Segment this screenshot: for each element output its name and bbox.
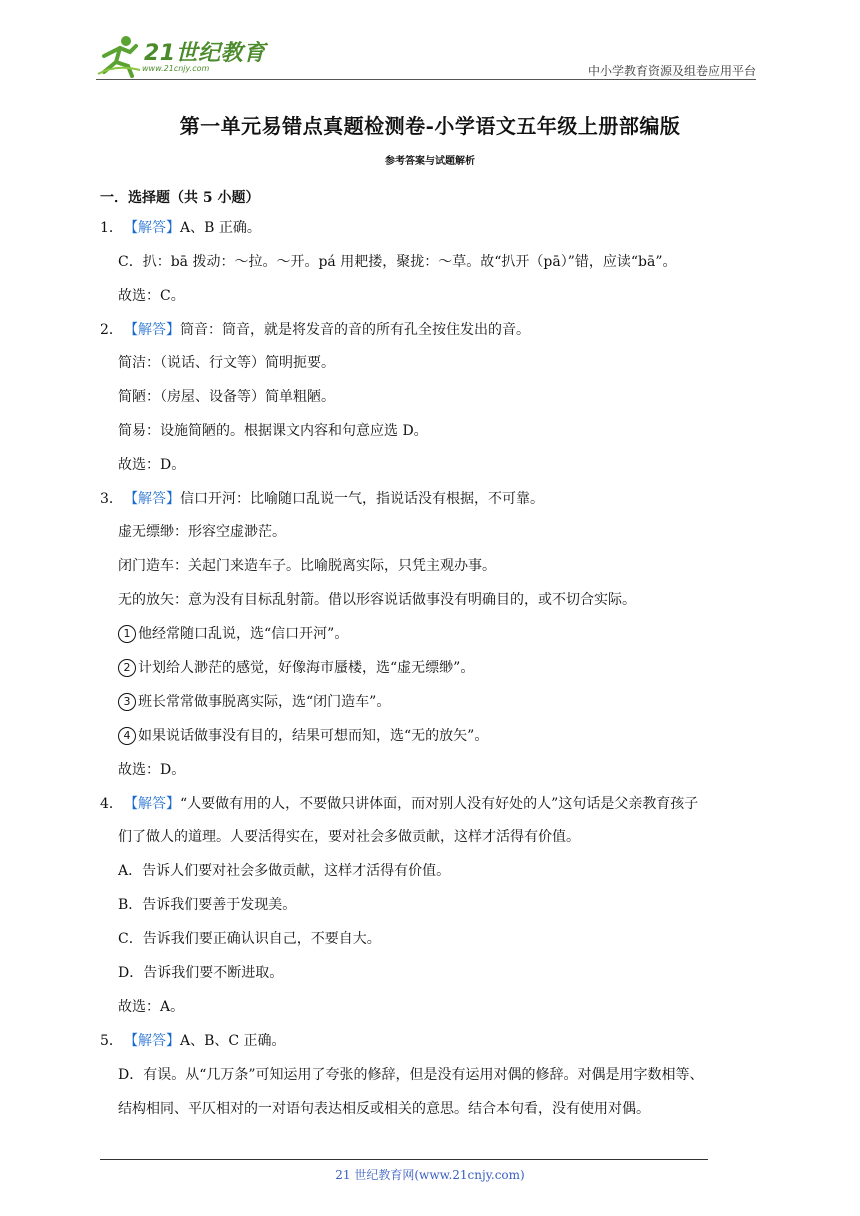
- circled-number: 3: [118, 693, 136, 711]
- answer-line: 简洁：（说话、行文等）简明扼要。: [118, 355, 335, 371]
- answer-line: B．告诉我们要善于发现美。: [118, 897, 297, 913]
- answer-line: 故选：C。: [118, 288, 185, 304]
- circled-number: 4: [118, 727, 136, 745]
- answer-line: 虚无缥缈：形容空虚渺茫。: [118, 524, 286, 540]
- question-number: 1．: [100, 220, 123, 236]
- answer-tag: 【解答】: [124, 322, 180, 338]
- footer-divider: [100, 1159, 708, 1160]
- question-number: 4．: [100, 796, 123, 812]
- circled-answer-3: [118, 692, 390, 712]
- question-3: [100, 489, 544, 509]
- logo-url: www.21cnjy.com: [142, 64, 210, 73]
- answer-line: 故选：A。: [118, 999, 185, 1015]
- answer-tag: 【解答】: [124, 1033, 180, 1049]
- question-text: A、B、C 正确。: [180, 1033, 286, 1049]
- question-text: “人要做有用的人，不要做只讲体面，而对别人没有好处的人”这句话是父亲教育孩子: [180, 796, 699, 812]
- answer-text: 班长常常做事脱离实际，选“闭门造车”。: [138, 694, 391, 710]
- answer-line: 结构相同、平仄相对的一对语句表达相反或相关的意思。结合本句看，没有使用对偶。: [118, 1101, 650, 1117]
- answer-tag: 【解答】: [124, 491, 180, 507]
- logo-text: 21世纪教育: [144, 41, 266, 66]
- question-number: 3．: [100, 491, 123, 507]
- answer-text: 计划给人渺茫的感觉，好像海市蜃楼，选“虚无缥缈”。: [138, 660, 475, 676]
- page-title: 第一单元易错点真题检测卷-小学语文五年级上册部编版: [179, 114, 681, 138]
- question-text: 信口开河：比喻随口乱说一气，指说话没有根据，不可靠。: [180, 491, 544, 507]
- section-heading: 一．选择题（共 5 小题）: [100, 190, 260, 206]
- answer-text: 如果说话做事没有目的，结果可想而知，选“无的放矢”。: [138, 728, 489, 744]
- answer-line: D．有误。从“几万条”可知运用了夸张的修辞，但是没有运用对偶的修辞。对偶是用字数相等、: [118, 1067, 704, 1083]
- answer-line: C．告诉我们要正确认识自己，不要自大。: [118, 931, 381, 947]
- question-text: 筒音：筒音，就是将发音的音的所有孔全按住发出的音。: [180, 322, 530, 338]
- question-text: A、B 正确。: [180, 220, 261, 236]
- answer-tag: 【解答】: [124, 220, 180, 236]
- answer-line: 简陋：（房屋、设备等）简单粗陋。: [118, 389, 335, 405]
- answer-text: 他经常随口乱说，选“信口开河”。: [138, 626, 349, 642]
- footer-link[interactable]: 21 世纪教育网(www.21cnjy.com): [335, 1168, 525, 1182]
- circled-answer-1: [118, 624, 348, 644]
- question-number: 2．: [100, 322, 123, 338]
- answer-line: 简易：设施简陋的。根据课文内容和句意应选 D。: [118, 423, 428, 439]
- header-divider: [96, 79, 756, 80]
- answer-line: A．告诉人们要对社会多做贡献，这样才活得有价值。: [118, 863, 451, 879]
- answer-tag: 【解答】: [124, 796, 180, 812]
- answer-line: C．扒：bā 拨动：～拉。～开。pá 用耙搂，聚拢：～草。故“扒开（pā）”错，应读“bā”。: [118, 254, 677, 270]
- question-5: [100, 1031, 286, 1051]
- answer-line: 故选：D。: [118, 457, 186, 473]
- answer-line: 们了做人的道理。人要活得实在，要对社会多做贡献，这样才活得有价值。: [118, 829, 580, 845]
- circled-number: 2: [118, 659, 136, 677]
- circled-number: 1: [118, 625, 136, 643]
- question-4: [100, 794, 698, 814]
- page-subtitle: 参考答案与试题解析: [385, 156, 475, 167]
- logo: [96, 34, 266, 78]
- answer-line: 无的放矢：意为没有目标乱射箭。借以形容说话做事没有明确目的，或不切合实际。: [118, 592, 636, 608]
- question-1: [100, 218, 261, 238]
- header-platform-text: 中小学教育资源及组卷应用平台: [587, 64, 756, 78]
- question-number: 5．: [100, 1033, 123, 1049]
- question-2: [100, 320, 530, 340]
- answer-line: 故选：D。: [118, 762, 186, 778]
- circled-answer-2: [118, 658, 474, 678]
- runner-icon: [96, 34, 142, 78]
- answer-line: D．告诉我们要不断进取。: [118, 965, 284, 981]
- answer-line: 闭门造车：关起门来造车子。比喻脱离实际，只凭主观办事。: [118, 558, 496, 574]
- circled-answer-4: [118, 726, 488, 746]
